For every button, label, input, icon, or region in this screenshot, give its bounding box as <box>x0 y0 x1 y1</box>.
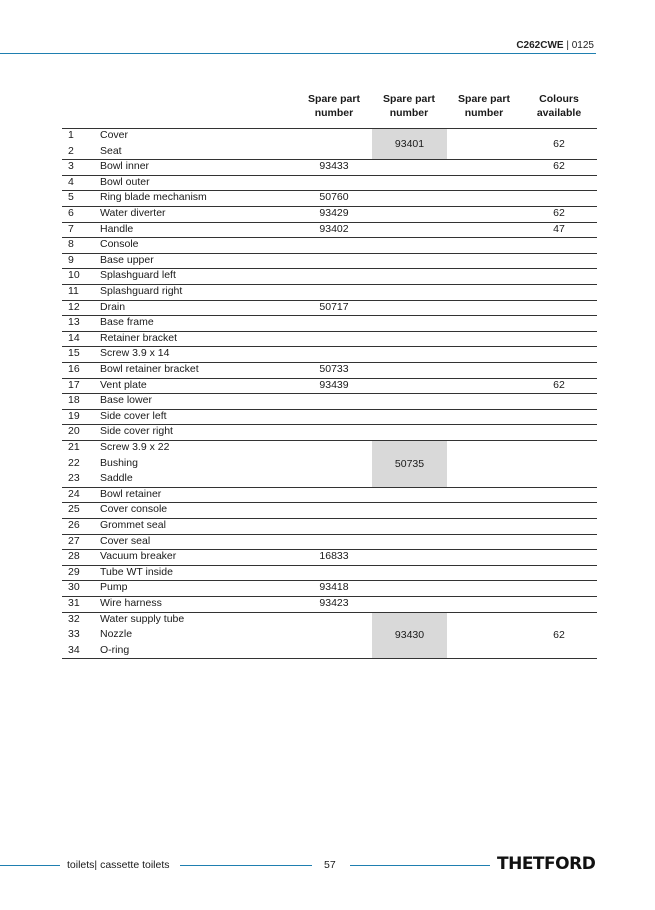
part-name: Console <box>100 238 139 251</box>
part-index: 27 <box>68 534 80 547</box>
part-name: Side cover right <box>100 425 173 438</box>
column-header-colours: Colours available <box>536 93 582 119</box>
part-index: 21 <box>68 441 80 453</box>
header-rule <box>0 53 596 54</box>
table-row <box>62 596 597 612</box>
part-name: Water diverter <box>100 207 166 219</box>
table-row <box>62 424 597 440</box>
table-row <box>62 159 597 175</box>
footer-rule-mid-right <box>350 865 490 866</box>
table-row <box>62 549 597 565</box>
part-name: Cover console <box>100 503 168 516</box>
table-row <box>62 643 597 659</box>
part-index: 32 <box>68 612 80 625</box>
part-index: 23 <box>68 472 80 485</box>
part-name: Tube WT inside <box>100 565 173 578</box>
table-row <box>62 409 597 425</box>
table-row <box>62 393 597 409</box>
part-index: 11 <box>68 285 79 297</box>
part-index: 26 <box>68 519 80 531</box>
part-index: 5 <box>68 191 74 204</box>
part-index: 29 <box>68 565 80 578</box>
part-name: Vacuum breaker <box>100 550 177 563</box>
part-index: 18 <box>68 394 80 407</box>
part-name: Water supply tube <box>100 612 185 625</box>
part-index: 14 <box>68 331 80 344</box>
part-name: Cover <box>100 129 129 141</box>
part-name: Seat <box>100 144 122 157</box>
part-index: 7 <box>68 222 74 235</box>
table-row <box>62 471 597 487</box>
part-name: Cover seal <box>100 534 151 547</box>
spare-part-number: 93418 <box>319 581 349 594</box>
spare-part-number: 93433 <box>319 160 349 173</box>
table-row <box>62 502 597 518</box>
part-name: Bowl retainer bracket <box>100 363 199 375</box>
spare-part-number: 16833 <box>319 550 349 563</box>
part-index: 24 <box>68 487 80 500</box>
table-row <box>62 206 597 222</box>
part-name: Bowl inner <box>100 160 150 173</box>
part-name: Pump <box>100 581 128 594</box>
table-row <box>62 128 597 144</box>
grouped-colours-available <box>525 441 593 487</box>
part-name: O-ring <box>100 643 130 656</box>
spare-part-number: 50717 <box>319 300 349 313</box>
footer-rule-mid-left <box>180 865 312 866</box>
part-name: Bushing <box>100 456 138 469</box>
part-index: 1 <box>68 129 74 141</box>
part-index: 10 <box>68 269 80 282</box>
part-index: 19 <box>68 409 80 422</box>
part-name: Base upper <box>100 253 154 266</box>
column-header-spare-part-3: Spare part number <box>458 93 510 119</box>
table-row <box>62 346 597 362</box>
part-index: 9 <box>68 253 74 266</box>
table-row <box>62 175 597 191</box>
part-name: Handle <box>100 222 134 235</box>
part-name: Screw 3.9 x 22 <box>100 441 170 453</box>
part-index: 16 <box>68 363 80 375</box>
table-row <box>62 565 597 581</box>
part-name: Ring blade mechanism <box>100 191 207 204</box>
part-name: Saddle <box>100 472 133 485</box>
part-name: Vent plate <box>100 378 147 391</box>
grouped-spare-part-number: 93430 <box>372 613 447 659</box>
footer-rule-left <box>0 865 60 866</box>
table-row <box>62 612 597 628</box>
table-row <box>62 222 597 238</box>
colours-available: 62 <box>553 378 565 391</box>
table-row <box>62 627 597 643</box>
table-row <box>62 253 597 269</box>
part-name: Drain <box>100 300 126 313</box>
table-row <box>62 190 597 206</box>
part-name: Wire harness <box>100 597 162 609</box>
part-index: 25 <box>68 503 80 516</box>
colours-available: 47 <box>553 222 565 235</box>
column-header-spare-part-2: Spare part number <box>383 93 435 119</box>
part-name: Screw 3.9 x 14 <box>100 347 170 360</box>
spare-part-number: 50760 <box>319 191 349 204</box>
grouped-colours-available: 62 <box>553 629 565 642</box>
page-number: 57 <box>324 859 336 871</box>
part-index: 15 <box>68 347 80 360</box>
part-index: 28 <box>68 550 80 563</box>
table-row <box>62 440 597 456</box>
column-header-spare-part-1: Spare part number <box>308 93 360 119</box>
table-row <box>62 284 597 300</box>
table-row <box>62 580 597 596</box>
table-row <box>62 487 597 503</box>
part-name: Nozzle <box>100 628 133 641</box>
part-name: Splashguard right <box>100 285 183 297</box>
document-code <box>516 40 594 51</box>
part-index: 33 <box>68 628 80 641</box>
part-name: Base frame <box>100 316 154 329</box>
part-index: 4 <box>68 175 74 188</box>
table-row <box>62 144 597 160</box>
row-rule <box>62 658 597 659</box>
part-name: Bowl retainer <box>100 487 162 500</box>
part-index: 8 <box>68 238 74 251</box>
spare-part-number: 93402 <box>319 222 349 235</box>
part-name: Side cover left <box>100 409 167 422</box>
grouped-colours-available: 62 <box>553 138 565 151</box>
spare-part-number: 50733 <box>319 363 349 375</box>
table-row <box>62 237 597 253</box>
table-row <box>62 518 597 534</box>
thetford-logo: THETFORD <box>497 854 596 874</box>
part-index: 13 <box>68 316 80 329</box>
part-index: 6 <box>68 207 74 219</box>
code-separator: | <box>566 40 569 51</box>
revision-code: 0125 <box>571 40 594 51</box>
spare-part-number: 93423 <box>319 597 349 609</box>
model-code: C262CWE <box>516 40 564 51</box>
grouped-spare-part-number: 50735 <box>372 441 447 487</box>
part-index: 2 <box>68 144 74 157</box>
part-index: 12 <box>68 300 80 313</box>
table-row <box>62 331 597 347</box>
footer-section: toilets| cassette toilets <box>67 859 170 871</box>
table-row <box>62 378 597 394</box>
colours-available: 62 <box>553 207 565 219</box>
table-row <box>62 456 597 472</box>
part-name: Bowl outer <box>100 175 150 188</box>
part-index: 30 <box>68 581 80 594</box>
table-row <box>62 315 597 331</box>
part-name: Grommet seal <box>100 519 166 531</box>
table-row <box>62 362 597 378</box>
part-index: 20 <box>68 425 80 438</box>
table-row <box>62 268 597 284</box>
part-index: 22 <box>68 456 80 469</box>
table-row <box>62 300 597 316</box>
spare-part-number: 93429 <box>319 207 349 219</box>
table-row <box>62 534 597 550</box>
part-index: 3 <box>68 160 74 173</box>
spare-part-number: 93439 <box>319 378 349 391</box>
part-index: 34 <box>68 643 80 656</box>
part-name: Splashguard left <box>100 269 176 282</box>
colours-available: 62 <box>553 160 565 173</box>
part-name: Base lower <box>100 394 152 407</box>
part-index: 31 <box>68 597 80 609</box>
part-index: 17 <box>68 378 80 391</box>
part-name: Retainer bracket <box>100 331 178 344</box>
grouped-spare-part-number: 93401 <box>372 129 447 159</box>
